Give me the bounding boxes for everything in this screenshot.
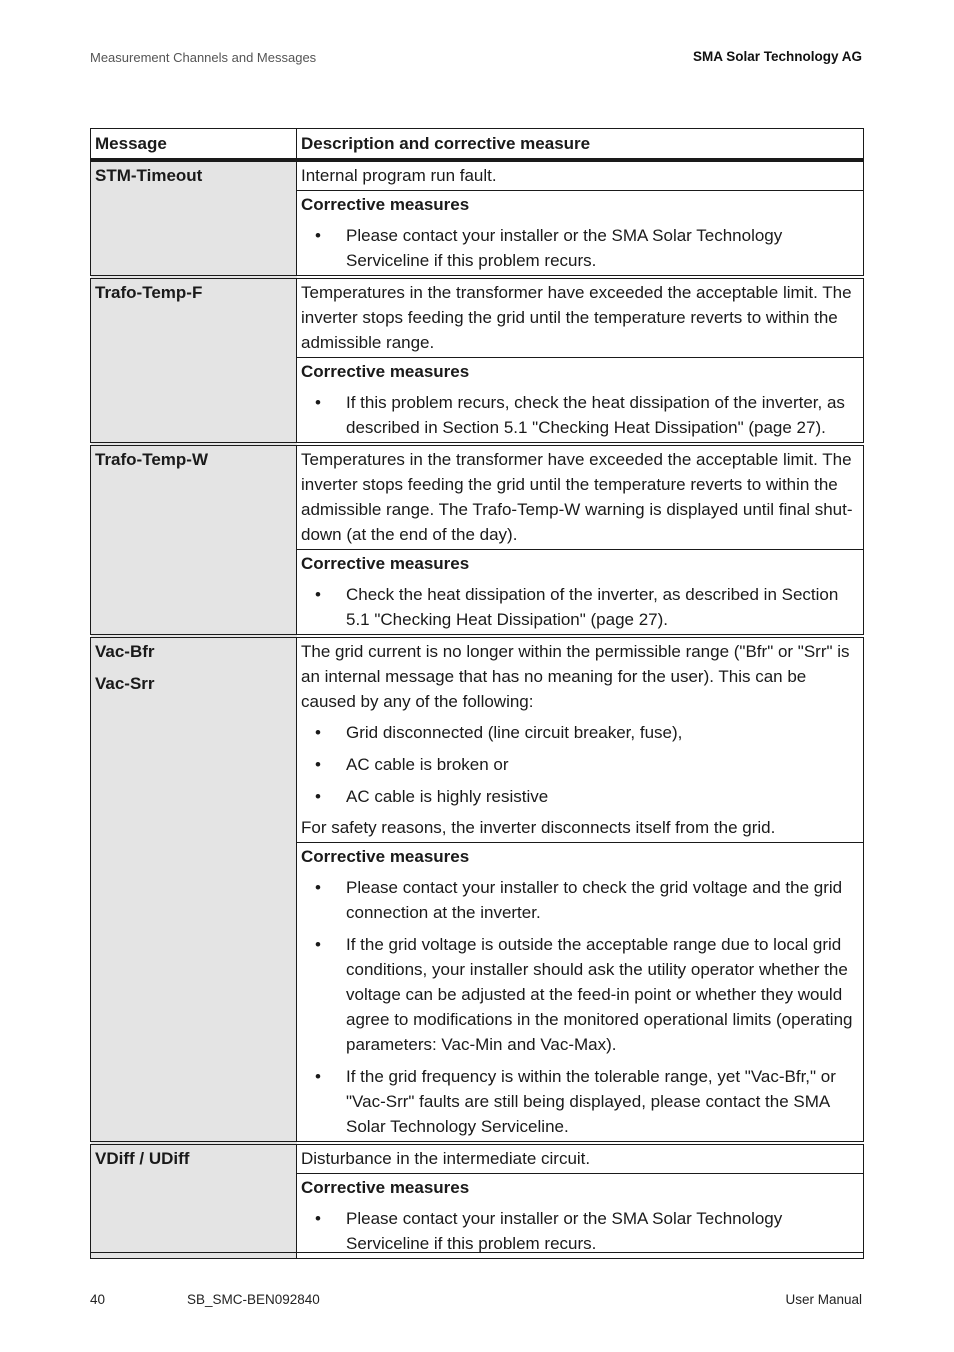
message-code: Vac-Bfr	[95, 642, 155, 661]
list-item: • AC cable is broken or	[301, 752, 860, 777]
message-code: Trafo-Temp-F	[95, 283, 203, 302]
page-number: 40	[90, 1292, 106, 1307]
manual-label: User Manual	[785, 1292, 862, 1307]
message-code-cell	[91, 160, 297, 277]
table-row	[91, 636, 864, 843]
corrective-measures-list	[301, 875, 860, 1139]
list-item: • Please contact your installer to check the grid voltage and the grid connection at the inverter.	[301, 875, 860, 925]
list-item: • If the grid voltage is outside the acceptable range due to local grid conditions, your installer should ask the utility operator whether the voltage can be adjusted at the feed-in point or whether they would agree to modifications in the monitored operational limits (operating parameters: Vac-Min and Vac-Max).	[301, 932, 860, 1057]
corrective-measures-cell	[297, 358, 864, 445]
message-code: VDiff / UDiff	[95, 1149, 190, 1168]
description-cell	[297, 636, 864, 843]
table-row	[91, 277, 864, 358]
corrective-measures-list	[301, 582, 860, 632]
message-code-cell	[91, 636, 297, 1143]
corrective-measures-heading: Corrective measures	[301, 1178, 470, 1197]
message-code-cell	[91, 1143, 297, 1259]
corrective-measures-cell	[297, 1174, 864, 1259]
description-text: Temperatures in the transformer have exceeded the acceptable limit. The inverter stops feeding the grid until the temperature reverts to within the admissible range. The Trafo-Temp-W warning is displayed until final shut-down (at the end of the day).	[301, 450, 853, 544]
message-code: Trafo-Temp-W	[95, 450, 209, 469]
table-header-row	[91, 129, 864, 161]
corrective-measures-heading: Corrective measures	[301, 362, 470, 381]
description-cell	[297, 1143, 864, 1174]
table-body	[91, 160, 864, 1259]
table-row	[91, 160, 864, 191]
corrective-measures-list	[301, 223, 860, 273]
table-row	[91, 1143, 864, 1174]
message-table	[90, 128, 864, 1259]
list-item: • Please contact your installer or the SMA Solar Technology Serviceline if this problem recurs.	[301, 223, 860, 273]
corrective-measures-list	[301, 1206, 860, 1256]
corrective-measures-heading: Corrective measures	[301, 847, 470, 866]
corrective-measures-list	[301, 390, 860, 440]
cause-list	[301, 720, 860, 809]
corrective-measures-cell	[297, 843, 864, 1144]
corrective-measures-cell	[297, 550, 864, 637]
message-code: STM-Timeout	[95, 166, 203, 185]
document-id: SB_SMC-BEN092840	[187, 1292, 320, 1307]
message-code-cell	[91, 444, 297, 636]
list-item: • Please contact your installer or the SMA Solar Technology Serviceline if this problem recurs.	[301, 1206, 860, 1256]
list-item: • Check the heat dissipation of the inverter, as described in Section 5.1 "Checking Heat Dissipation" (page 27).	[301, 582, 860, 632]
description-cell	[297, 444, 864, 550]
table-end-rule	[90, 1252, 863, 1253]
running-header-company: SMA Solar Technology AG	[692, 49, 862, 64]
description-cell	[297, 160, 864, 191]
list-item: • If the grid frequency is within the tolerable range, yet "Vac-Bfr," or "Vac-Srr" faults are still being displayed, please contact the SMA Solar Technology Serviceline.	[301, 1064, 860, 1139]
table-row	[91, 444, 864, 550]
corrective-measures-heading: Corrective measures	[301, 195, 470, 214]
description-text: Disturbance in the intermediate circuit.	[301, 1149, 591, 1168]
description-text: The grid current is no longer within the permissible range ("Bfr" or "Srr" is an internal message that has no meaning for the user). This can be caused by any of the following:	[301, 642, 850, 711]
corrective-measures-cell	[297, 191, 864, 278]
list-item: • AC cable is highly resistive	[301, 784, 860, 809]
description-text: Internal program run fault.	[301, 166, 497, 185]
running-header-section: Measurement Channels and Messages	[90, 50, 317, 65]
column-header-description: Description and corrective measure	[297, 129, 864, 161]
column-header-message: Message	[91, 129, 297, 161]
description-cell	[297, 277, 864, 358]
description-note: For safety reasons, the inverter disconnects itself from the grid.	[301, 818, 776, 837]
corrective-measures-heading: Corrective measures	[301, 554, 470, 573]
message-code-cell	[91, 277, 297, 444]
description-text: Temperatures in the transformer have exceeded the acceptable limit. The inverter stops feeding the grid until the temperature reverts to within the admissible range.	[301, 283, 852, 352]
list-item: • Grid disconnected (line circuit breaker, fuse),	[301, 720, 860, 745]
message-code: Vac-Srr	[95, 674, 155, 693]
list-item: • If this problem recurs, check the heat dissipation of the inverter, as described in Section 5.1 "Checking Heat Dissipation" (page 27).	[301, 390, 860, 440]
